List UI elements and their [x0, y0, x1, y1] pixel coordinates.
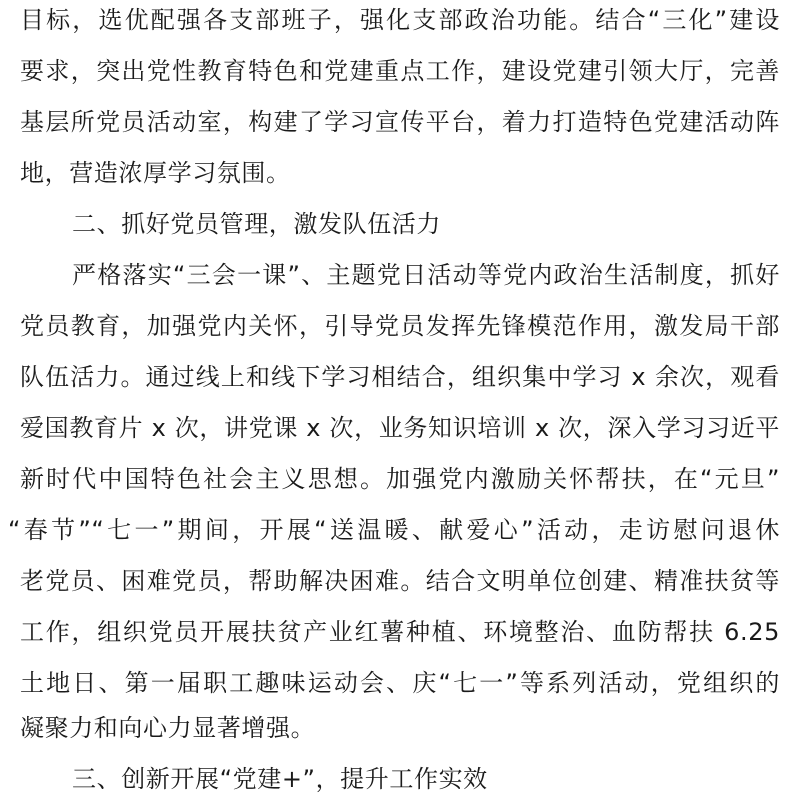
- section-heading: 二、抓好党员管理，激发队伍活力: [72, 210, 441, 238]
- paragraph-line: 工作，组织党员开展扶贫产业红薯种植、环境整治、血防帮扶 6.25: [20, 618, 780, 646]
- paragraph-line: 目标，选优配强各支部班子，强化支部政治功能。结合“三化”建设: [20, 6, 780, 34]
- paragraph-line: 新时代中国特色社会主义思想。加强党内激励关怀帮扶，在“元旦”: [20, 465, 780, 493]
- section-heading: 三、创新开展“党建+”，提升工作实效: [72, 765, 488, 793]
- paragraph-line: 严格落实“三会一课”、主题党日活动等党内政治生活制度，抓好: [72, 261, 780, 289]
- paragraph-line: 爱国教育片 x 次，讲党课 x 次，业务知识培训 x 次，深入学习习近平: [20, 414, 780, 442]
- paragraph-line: 要求，突出党性教育特色和党建重点工作，建设党建引领大厅，完善: [20, 57, 780, 85]
- paragraph-line: 党员教育，加强党内关怀，引导党员发挥先锋模范作用，激发局干部: [20, 312, 780, 340]
- paragraph-line: 老党员、困难党员，帮助解决困难。结合文明单位创建、精准扶贫等: [20, 567, 780, 595]
- paragraph-line: 凝聚力和向心力显著增强。: [20, 714, 316, 742]
- paragraph-line: 土地日、第一届职工趣味运动会、庆“七一”等系列活动，党组织的: [20, 669, 780, 697]
- paragraph-line: 基层所党员活动室，构建了学习宣传平台，着力打造特色党建活动阵: [20, 108, 780, 136]
- paragraph-line: “春节”“七一”期间，开展“送温暖、献爱心”活动，走访慰问退休: [8, 516, 780, 544]
- paragraph-line: 地，营造浓厚学习氛围。: [20, 159, 291, 187]
- paragraph-line: 队伍活力。通过线上和线下学习相结合，组织集中学习 x 余次，观看: [20, 363, 780, 391]
